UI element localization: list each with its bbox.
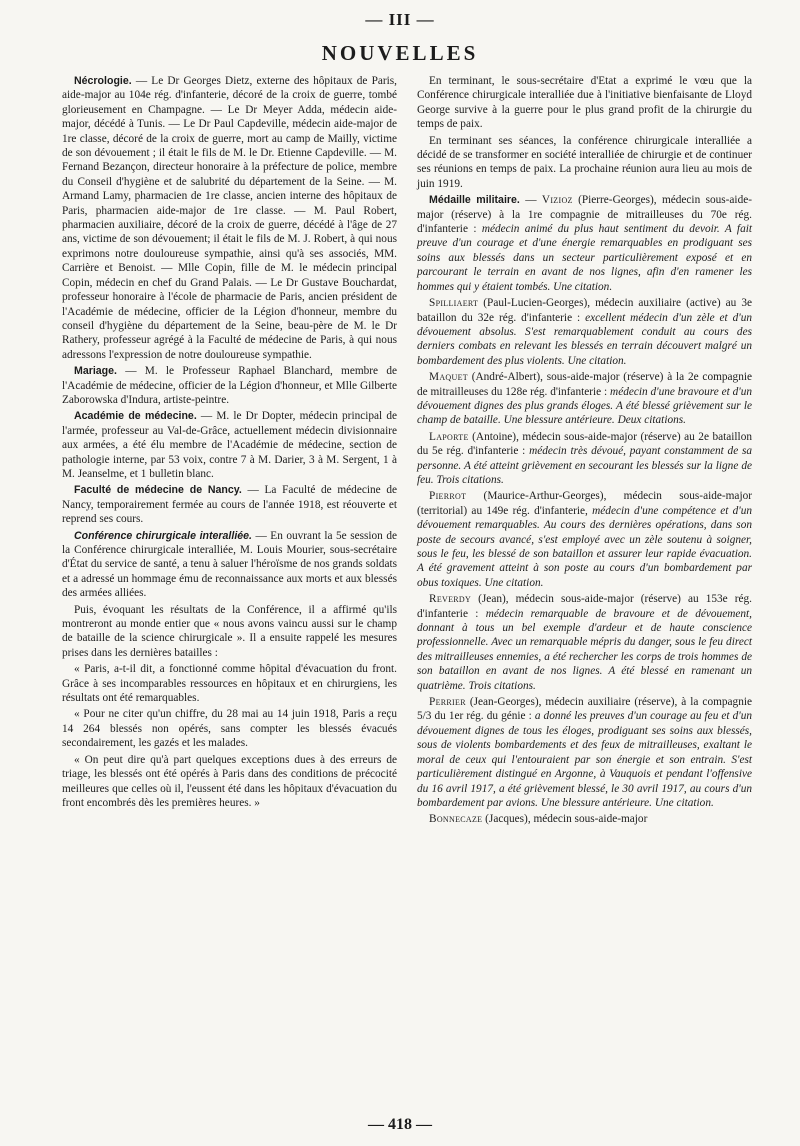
- conference-heading: Conférence chirurgicale interalliée.: [74, 529, 252, 542]
- conference-text: — En ouvrant la 5e session de la Conférence chirurgicale interalliée, M. Louis Mourier, sous-secrétaire d'État du service de santé, a tenu à saluer l'héroïsme de nos grands soldats et a adressé un hommage ému de reconnaissance aux morts et aux blessés des armées alliées.: [62, 529, 397, 600]
- academie-paragraph: [62, 409, 397, 481]
- faculte-text: — La Faculté de médecine de Nancy, temporairement fermée au cours de l'année 1918, est réouverte et reprend ses cours.: [62, 484, 397, 526]
- vizioz-paragraph: [417, 193, 752, 294]
- bonnecaze-text: (Jacques), médecin sous-aide-major: [482, 813, 648, 826]
- terminant-paragraph-1: En terminant, le sous-secrétaire d'Etat a exprimé le vœu que la Conférence chirurgicale interalliée due à l'initiative bienfaisante de Lloyd George survive à la guerre pour le plus grand profit de la chirurgie du temps de paix.: [417, 75, 752, 131]
- academie-text: — M. le Dr Dopter, médecin principal de l'armée, professeur au Val-de-Grâce, actuellement médecin divisionnaire aux armées, a été élu membre de l'Académie de médecine, section de pathologie interne, par 53 voix, contre 7 à M. Darier, 3 à M. Sergent, 1 à M. Jeanselme, et 1 bulletin blanc.: [62, 410, 397, 480]
- bonnecaze-name: Bonnecaze: [429, 813, 483, 826]
- bonnecaze-paragraph: [417, 812, 752, 826]
- laporte-citation: médecin très dévoué, payant constamment de sa personne. A été atteint grièvement en secourant les blessés sur la ligne de feu. Trois citations.: [417, 445, 753, 486]
- maquet-name: Maquet: [429, 371, 468, 384]
- medaille-heading: Médaille militaire.: [429, 194, 520, 207]
- reverdy-citation: médecin remarquable de bravoure et de dévouement, donnant à tous un bel exemple d'ardeur et de haute conscience professionnelle. Avec un remarquable mépris du danger, sous le feu direct des mitrailleuses ennemies, a été rechercher les corps de trois hommes de son bataillon en avant de nos lignes. A été blessé en ramenant un quatrième. Trois citations.: [417, 607, 752, 692]
- laporte-text: (Antoine), médecin sous-aide-major (réserve) au 2e bataillon du 5e rég. d'infanterie :: [417, 430, 752, 458]
- perrier-paragraph: [417, 695, 752, 810]
- vizioz-name: Vizioz: [541, 194, 573, 207]
- page-number: — 418 —: [368, 1116, 432, 1133]
- vizioz-text: (Pierre-Georges), médecin sous-aide-major (réserve) à la 1re compagnie de mitrailleuses du 70e rég. d'infanterie :: [417, 194, 752, 236]
- medaille-dash: —: [519, 194, 542, 207]
- spilliaert-citation: excellent médecin d'un zèle et d'un dévouement absolus. S'est remarquablement conduit au cours des derniers combats en relevant les blessés en terrain découvert malgré un bombardement des plus violents. Une citation.: [417, 311, 752, 367]
- perrier-text: (Jean-Georges), médecin auxiliaire (réserve), à la compagnie 5/3 du 1er rég. du génie :: [417, 696, 752, 723]
- academie-heading: Académie de médecine.: [74, 410, 197, 423]
- laporte-name: Laporte: [429, 430, 469, 443]
- left-column: [62, 74, 397, 827]
- pierrot-paragraph: [417, 489, 752, 590]
- page-title: NOUVELLES: [321, 41, 479, 65]
- pierrot-citation: médecin d'une compétence et d'un dévouement remarquables. Au cours des dernières opérations, dans son poste de secours avancé, s'est employé avec un zèle soutenu à soigner, sous le feu, les blessé de son bataillon et assurer leur rapide évacuation. A été gravement atteint à son poste au cours d'un bombardement par obus toxiques. Une citation.: [417, 504, 752, 589]
- conference-paragraph: [62, 529, 397, 601]
- terminant-paragraph-2: En terminant ses séances, la conférence chirurgicale interalliée a décidé de se transformer en société interalliée de chirurgie et de continuer ses réunions en temps de paix. La prochaine réunion aura lieu au mois de juin 1919.: [417, 134, 752, 190]
- mariage-paragraph: [62, 364, 397, 407]
- text-columns: [62, 74, 752, 827]
- faculte-heading: Faculté de médecine de Nancy.: [74, 484, 242, 497]
- necrologie-heading: Nécrologie.: [74, 75, 132, 87]
- quote-paragraph-1: « Paris, a-t-il dit, a fonctionné comme hôpital d'évacuation du front. Grâce à ses incomparables ressources en hôpitaux et en chirurgiens, les résultats ont été remarquables.: [62, 663, 397, 705]
- reverdy-name: Reverdy: [429, 593, 472, 606]
- spilliaert-text: (Paul-Lucien-Georges), médecin auxiliaire (active) au 3e bataillon du 32e rég. d'infanterie :: [417, 297, 752, 324]
- maquet-citation: médecin d'une bravoure et d'un dévouement dignes des plus grands éloges. A été blessé grièvement sur le champ de bataille. Une blessure antérieure. Deux citations.: [417, 385, 752, 427]
- perrier-name: Perrier: [429, 696, 466, 709]
- pierrot-text: (Maurice-Arthur-Georges), médecin sous-aide-major (territorial) au 149e rég. d'infanterie,: [417, 490, 752, 517]
- necrologie-paragraph: [62, 74, 397, 362]
- reverdy-paragraph: [417, 592, 752, 693]
- necrologie-text: — Le Dr Georges Dietz, externe des hôpitaux de Paris, aide-major au 104e rég. d'infanterie, décoré de la croix de guerre, tombé glorieusement en Champagne. — Le Dr Meyer Adda, médecin aide-major, décédé à Tunis. — Le Dr Paul Capdeville, médecin aide-major de 1re classe, décoré de la croix de guerre, mort au camp de Mailly, victime de son dévouement ; il était le fils de M. le Dr. Etienne Capdeville. — M. Fernand Bezançon, directeur honoraire à la préfecture de police, membre du Conseil d'hygiène et de salubrité du département de la Seine. — M. Armand Lamy, pharmacien de 1re classe, ancien interne des hôpitaux de Paris, pharmacien aide-major de 1re classe. — M. Paul Robert, pharmacien auxiliaire, décoré de la croix de guerre, décédé à l'âge de 27 ans, victime de son dévouement; il était le fils de M. J. Robert, à qui nous exprimons notre douloureuse sympathie, ainsi qu'à ses associés, MM. Carrière et Benoist. — Mlle Copin, fille de M. le médecin principal Copin, médecin en chef du Grand Palais. — Le Dr Gustave Bouchardat, professeur honoraire à l'école de pharmacie de Paris, ancien président de l'Académie de médecine, officier de la Légion d'honneur, membre du conseil d'hygiène du département de la Seine, beau-père de M. le Dr Rathery, professeur agrégé à la Faculté de médecine de Paris, à qui nous adressons l'expression de notre douloureuse sympathie.: [62, 75, 397, 361]
- vizioz-citation: médecin animé du plus haut sentiment du devoir. A fait preuve d'un courage et d'une énergie remarquables en prodiguant ses soins aux blessés dans un secteur particulièrement exposé et en parcourant le terrain en avant de nos lignes, afin d'en ramener les hommes qui y étaient tombés. Une citation.: [417, 223, 752, 293]
- mariage-text: — M. le Professeur Raphael Blanchard, membre de l'Académie de médecine, officier de la Légion d'honneur, et Mlle Gilberte Zaborowska d'Indura, artiste-peintre.: [62, 365, 397, 406]
- reverdy-text: (Jean), médecin sous-aide-major (réserve) au 153e rég. d'infanterie :: [417, 593, 752, 620]
- spilliaert-paragraph: [417, 296, 752, 368]
- quote-paragraph-3: « On peut dire qu'à part quelques exceptions dues à des erreurs de triage, les blessés ont été opérés à Paris dans des conditions de précocité meilleures que celles où il, l'eussent été dans les hôpitaux d'évacuation du front encombrés dès les premières heures. »: [62, 753, 397, 809]
- mariage-heading: Mariage.: [74, 365, 117, 378]
- right-column: [417, 74, 752, 827]
- section-number: — III —: [365, 10, 435, 29]
- perrier-citation: a donné les preuves d'un courage au feu et d'un dévouement dignes de tous les éloges, prodiguant ses soins aux blessés, sous de violents bombardements et des feux de mitrailleuses, exaltant le moral de ceux qui l'entouraient par son énergie et son entrain. S'est particulièrement distingué en Argonne, à Vauquois et pendant l'offensive du 16 avril 1917, a été grièvement blessé, le 30 avril 1917, au cours d'un bombardement par avions. Une blessure antérieure. Une citation.: [417, 710, 752, 809]
- quote-paragraph-2: « Pour ne citer qu'un chiffre, du 28 mai au 14 juin 1918, Paris a reçu 14 264 blessés non opérés, sans compter les blessés évacués secondairement, les gazés et les malades.: [62, 708, 397, 750]
- maquet-text: (André-Albert), sous-aide-major (réserve) à la 2e compagnie de mitrailleuses du 128e rég. d'infanterie :: [417, 371, 752, 398]
- maquet-paragraph: [417, 370, 752, 428]
- pierrot-name: Pierrot: [429, 490, 467, 503]
- laporte-paragraph: [417, 430, 752, 488]
- faculte-paragraph: [62, 483, 397, 526]
- spilliaert-name: Spilliaert: [429, 297, 479, 310]
- puis-paragraph: Puis, évoquant les résultats de la Conférence, il a affirmé qu'ils montreront au monde entier que « nous avons vaincu aussi sur le champ de bataille de la science chirurgicale ». Il a ensuite rappelé les mesures prises dans les dernières batailles :: [62, 603, 397, 659]
